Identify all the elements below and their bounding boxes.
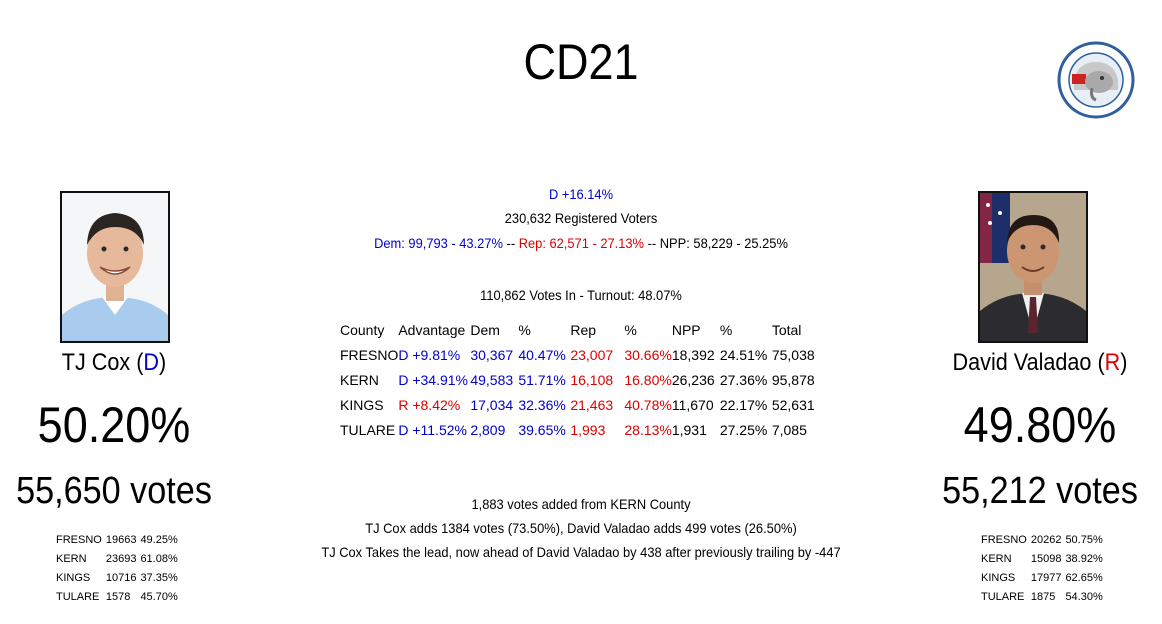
candidate-pct-right: 49.80% (963, 397, 1117, 453)
candidate-name-text: David Valadao (952, 349, 1092, 376)
list-item (981, 550, 1107, 569)
column-header: % (624, 322, 637, 338)
update-line: TJ Cox Takes the lead, now ahead of David Valadao by 438 after previously trailing by -447 (321, 544, 841, 560)
total: 7,085 (771, 422, 807, 438)
separator: -- (502, 235, 519, 251)
npp-count: 26,236 (671, 372, 715, 388)
district-advantage: D +16.14% (548, 186, 614, 202)
candidate-votes-right: 55,212 votes (942, 470, 1138, 512)
county-breakdown-left (56, 531, 182, 607)
npp-pct: 27.25% (719, 422, 768, 438)
rep-count: 16,108 (570, 372, 614, 388)
column-header: % (719, 322, 733, 338)
county-pct: 37.35% (140, 572, 178, 584)
npp-registration: NPP: 58,229 - 25.25% (659, 235, 788, 251)
separator: -- (644, 235, 660, 251)
list-item (56, 531, 182, 550)
candidate-name-text: TJ Cox (61, 349, 131, 376)
npp-pct: 27.36% (719, 372, 768, 388)
npp-count: 18,392 (671, 347, 715, 363)
list-item (56, 569, 182, 588)
rep-pct: 30.66% (624, 347, 672, 363)
county-pct: 54.30% (1065, 591, 1103, 603)
county-table (340, 318, 822, 443)
dem-count: 30,367 (470, 347, 514, 363)
county-name: KERN (981, 553, 1012, 565)
npp-count: 11,670 (671, 397, 714, 413)
rep-count: 1,993 (570, 422, 606, 438)
column-header: % (518, 322, 531, 338)
candidate-pct-left: 50.20% (37, 397, 191, 453)
dem-pct: 51.71% (518, 372, 566, 388)
candidate-name-right: David Valadao (R) (952, 349, 1128, 376)
party-letter: R (1104, 349, 1121, 376)
candidate-name-left: TJ Cox (D) (61, 349, 167, 376)
column-header: Dem (470, 322, 500, 338)
county-pct: 38.92% (1065, 553, 1103, 565)
table-row (340, 368, 822, 393)
rep-count: 21,463 (570, 397, 614, 413)
county-votes: 15098 (1030, 553, 1062, 565)
rep-pct: 40.78% (624, 397, 672, 413)
column-header: Rep (570, 322, 597, 338)
advantage: D +9.81% (398, 347, 461, 363)
registered-voters: 230,632 Registered Voters (504, 210, 658, 226)
dem-count: 2,809 (470, 422, 506, 438)
candidate-votes-left: 55,650 votes (16, 470, 212, 512)
dem-count: 17,034 (470, 397, 514, 413)
page-title: CD21 (523, 34, 639, 90)
update-line: 1,883 votes added from KERN County (471, 496, 691, 512)
county-pct: 49.25% (140, 534, 178, 546)
npp-pct: 22.17% (719, 397, 768, 413)
party-letter: D (143, 349, 160, 376)
county-name: TULARE (56, 591, 100, 603)
county-votes: 1875 (1030, 591, 1056, 603)
table-header (340, 318, 822, 343)
county-name: KINGS (340, 397, 384, 413)
rep-pct: 28.13% (624, 422, 672, 438)
county-pct: 45.70% (140, 591, 178, 603)
county-name: KERN (56, 553, 87, 565)
candidate-photo-left (60, 191, 170, 343)
county-name: FRESNO (56, 534, 102, 546)
total: 52,631 (771, 397, 815, 413)
dem-pct: 32.36% (518, 397, 566, 413)
county-pct: 61.08% (140, 553, 178, 565)
county-votes: 23693 (105, 553, 137, 565)
county-pct: 62.65% (1065, 572, 1103, 584)
table-row (340, 418, 822, 443)
update-line: TJ Cox adds 1384 votes (73.50%), David Valadao adds 499 votes (26.50%) (365, 520, 797, 536)
list-item (56, 588, 182, 607)
registration-breakdown (305, 231, 857, 255)
dem-pct: 39.65% (518, 422, 566, 438)
table-row (340, 393, 822, 418)
county-name: KINGS (981, 572, 1016, 584)
county-name: KERN (340, 372, 379, 388)
advantage: R +8.42% (398, 397, 461, 413)
candidate-photo-right (978, 191, 1088, 343)
county-votes: 10716 (105, 572, 137, 584)
column-header: NPP (671, 322, 701, 338)
county-breakdown-right (981, 531, 1107, 607)
county-name: FRESNO (340, 347, 399, 363)
rep-registration: Rep: 62,571 - 27.13% (518, 235, 645, 251)
dem-registration: Dem: 99,793 - 43.27% (374, 235, 503, 251)
county-votes: 20262 (1030, 534, 1062, 546)
npp-pct: 24.51% (719, 347, 768, 363)
county-pct: 50.75% (1065, 534, 1103, 546)
list-item (981, 588, 1107, 607)
turnout: 110,862 Votes In - Turnout: 48.07% (480, 287, 682, 303)
column-header: Advantage (398, 322, 466, 338)
county-name: KINGS (56, 572, 91, 584)
county-name: TULARE (981, 591, 1025, 603)
table-row (340, 343, 822, 368)
county-votes: 19663 (105, 534, 137, 546)
county-name: FRESNO (981, 534, 1027, 546)
total: 95,878 (771, 372, 815, 388)
rep-pct: 16.80% (624, 372, 672, 388)
county-name: TULARE (340, 422, 396, 438)
total: 75,038 (771, 347, 815, 363)
list-item (56, 550, 182, 569)
list-item (981, 531, 1107, 550)
dem-pct: 40.47% (518, 347, 566, 363)
column-header: Total (771, 322, 802, 338)
rep-count: 23,007 (570, 347, 614, 363)
county-votes: 17977 (1030, 572, 1062, 584)
column-header: County (340, 322, 385, 338)
advantage: D +34.91% (398, 372, 469, 388)
county-votes: 1578 (105, 591, 131, 603)
list-item (981, 569, 1107, 588)
elephant-seal-icon (1052, 40, 1140, 120)
npp-count: 1,931 (671, 422, 707, 438)
dem-count: 49,583 (470, 372, 514, 388)
advantage: D +11.52% (398, 422, 467, 438)
